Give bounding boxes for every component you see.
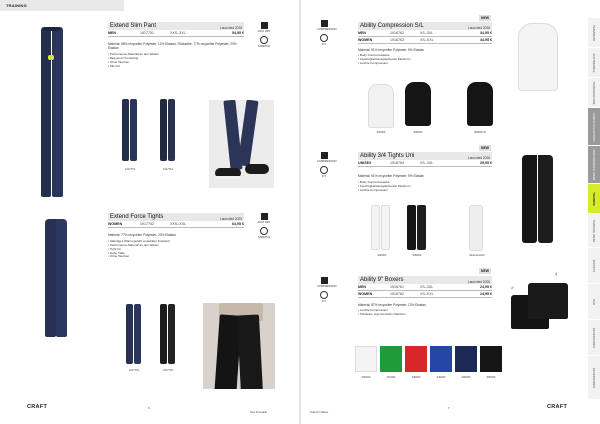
product-card-extend-force-tights (108, 213, 244, 259)
side-tab-training[interactable]: TRAINING (588, 184, 600, 214)
feature-list (358, 181, 492, 192)
table-row: WOMEN 1916763 XS–XXL 34,95 € (358, 38, 492, 42)
material-text: Material: 88% recycelter Polyester, 12% Elastan. Rückseite: 77% recycelter Polyester, 23% Elastan (108, 42, 237, 51)
section-header-tab (0, 0, 124, 11)
variant-image (455, 346, 477, 372)
variant-label: 1917751 (124, 168, 136, 171)
variant-label: 1917752 (162, 369, 174, 372)
feature-list (108, 53, 244, 68)
feature-item: • Leichte Kompression (358, 187, 388, 192)
fit-icon: FIT (317, 291, 331, 303)
variant-label: 1917751 (162, 168, 174, 171)
feature-item: • Ohne Taschen (108, 60, 130, 64)
product-card-ability-compression (358, 22, 492, 66)
variant-label: 999000 (413, 131, 423, 134)
variant-label: 999000 (486, 376, 496, 379)
side-tab-accessoires[interactable]: ACCESSOIRES (588, 356, 600, 400)
launch-date: Launched 2026 (468, 26, 490, 30)
product-title: Ability Compression S/L Launched 2026 (360, 23, 490, 30)
icon-column (257, 22, 271, 48)
feature-item: • Schlanke, ergonomische Nahtform (358, 312, 406, 316)
table-row: MEN 1917751 XXS–3XL 54,95 € (108, 31, 244, 35)
launch-date: Launched 2025 (220, 217, 242, 221)
stretch-icon: STRETCH (257, 36, 271, 48)
male-symbol-icon: ♂ (510, 286, 515, 292)
feature-item: • Leichte Kompression (358, 308, 388, 313)
variant-label: 1917752 (128, 369, 140, 372)
feature-item: • Leichte Kompression (358, 60, 388, 65)
side-tab-teamwear[interactable]: TEAMWEAR (588, 18, 600, 48)
feature-item: • Ständiges Wärmegefühl verstärkter Kreislauf (108, 239, 170, 244)
table-row: MEN 1916761 XS–3XL 24,95 € (358, 285, 492, 289)
variant-image (405, 346, 427, 372)
product-title: Extend Slim Pant Launched 2025 (110, 23, 242, 30)
product-card-ability-boxers (358, 276, 492, 317)
feature-list (108, 240, 244, 259)
feature-item: • Slim Fit (108, 63, 120, 68)
feature-item: • Feuchtigkeitsausgleichende Passform (358, 57, 411, 61)
section-nav (588, 0, 600, 424)
product-card-extend-slim-pant (108, 22, 244, 69)
material-text: Material: 77% recycelter Polyester, 23% Elastan (108, 233, 176, 237)
product-hero-image (42, 219, 70, 339)
section-label: TRAINING (6, 3, 27, 8)
variant-image (380, 346, 402, 372)
feature-item: • Performance-Material an den Waden (108, 243, 159, 247)
variant-label: 999000 W (474, 131, 486, 134)
feature-item: • Tight Fit (108, 246, 121, 251)
variant-image (120, 99, 140, 164)
compression-icon: COMPRESSION (317, 152, 331, 163)
fast-dry-icon: FAST DRY (257, 213, 271, 224)
product-title: Ability 3/4 Tights Uni Launched 2026 (360, 153, 490, 160)
side-tab-jackets[interactable]: JACKETS (588, 248, 600, 284)
icon-column (317, 152, 337, 178)
variant-label: 430000 (411, 376, 421, 379)
compression-icon: COMPRESSION (317, 20, 331, 31)
launch-date: Launched 2026 (468, 280, 490, 284)
variant-label: 900000 (361, 376, 371, 379)
new-badge: NEW (481, 16, 489, 20)
variant-image (406, 205, 428, 251)
side-tab-run[interactable]: RUN (588, 284, 600, 320)
variant-image (430, 346, 452, 372)
launch-date: Launched 2026 (468, 156, 490, 160)
stretch-icon: STRETCH (257, 227, 271, 239)
feature-item: • Body-Control-Gewebe (358, 180, 390, 185)
feature-item: • Bequemer Kordelzug (108, 56, 139, 61)
variant-image (368, 84, 394, 128)
footer-note: Teile Ihr Marke (310, 410, 329, 414)
female-symbol-icon: ♀ (554, 272, 559, 278)
variant-label: Seitenansicht (469, 254, 485, 257)
new-badge: NEW (481, 269, 489, 273)
product-hero-image (38, 25, 66, 201)
variant-image (158, 304, 178, 366)
product-card-ability-tights (358, 152, 492, 193)
side-tab-performance[interactable]: PERFORMANCE WEAR (588, 146, 600, 184)
icon-column (257, 213, 271, 239)
product-title: Ability 9" Boxers Launched 2026 (360, 277, 490, 284)
variant-label: 346000 (436, 376, 446, 379)
variant-label: 396000 (461, 376, 471, 379)
page-number: 7 (448, 406, 450, 410)
feature-item: • Feuchtigkeitsausgleichende Passform (358, 184, 411, 188)
variant-image (480, 346, 502, 372)
feature-list (358, 309, 492, 317)
table-row: MEN 1916762 XS–3XL 34,95 € (358, 31, 492, 35)
material-text: Material: 91% recycelter Polyester, 9% Elastan (358, 48, 425, 52)
feature-item: • Ohne Taschen (108, 254, 130, 259)
variant-image (405, 82, 431, 126)
variant-image (370, 205, 392, 251)
table-row: WOMEN 1917752 XXS–XXL 64,95 € (108, 222, 244, 226)
icon-column (317, 277, 337, 303)
variant-image (124, 304, 144, 366)
variant-image (469, 205, 483, 251)
product-hero-image (518, 23, 558, 91)
feature-item: • Body-Control-Gewebe (358, 53, 390, 58)
variant-label: 999000 (412, 254, 422, 257)
brand-logo: CRAFT (27, 404, 48, 410)
fit-icon: FIT (317, 166, 331, 178)
lifestyle-photo (209, 100, 274, 188)
fast-dry-icon: FAST DRY (257, 22, 271, 33)
lifestyle-photo (203, 303, 275, 389)
page-number: 6 (148, 406, 150, 410)
variant-label: 900000 (376, 131, 386, 134)
product-hero-image (521, 155, 555, 245)
page-gutter (299, 0, 301, 424)
footer-note: Neu Produkte (250, 410, 268, 414)
material-text: Material: 87% recycelter Polyester, 13% Elastan (358, 303, 426, 307)
product-title: Extend Force Tights Launched 2025 (110, 214, 242, 221)
material-text: Material: 91% recycelter Polyester, 9% Elastan (358, 174, 425, 178)
side-tab-accessories[interactable]: ACCESSORIES (588, 320, 600, 356)
side-tab-coach[interactable]: COACH COLLECTION (588, 108, 600, 146)
new-badge: NEW (481, 146, 489, 150)
side-tab-teamwear-one[interactable]: TEAMWEAR ONE (588, 78, 600, 108)
variant-label: 900000 (377, 254, 387, 257)
side-tab-sustainable[interactable]: SUSTAINABLE (588, 48, 600, 78)
feature-item: • Hohe Taille (108, 250, 125, 255)
icon-column (317, 20, 337, 46)
side-tab-training-wear[interactable]: TRAINING WEAR (588, 214, 600, 248)
variant-image (355, 346, 377, 372)
feature-list (358, 54, 492, 65)
table-row: WOMEN 1916762 XS–XXL 24,95 € (358, 292, 492, 296)
launch-date: Launched 2025 (220, 26, 242, 30)
variant-image (467, 82, 493, 126)
product-hero-image (528, 283, 568, 319)
feature-item: • Performance-Material an den Waden (108, 52, 159, 57)
fit-icon: FIT (317, 34, 331, 46)
compression-icon: COMPRESSION (317, 277, 331, 288)
variant-label: 415000 (386, 376, 396, 379)
brand-logo: CRAFT (547, 404, 568, 410)
table-row: UNISEX 1916764 XS–3XL 39,95 € (358, 161, 492, 165)
variant-image (158, 99, 178, 164)
